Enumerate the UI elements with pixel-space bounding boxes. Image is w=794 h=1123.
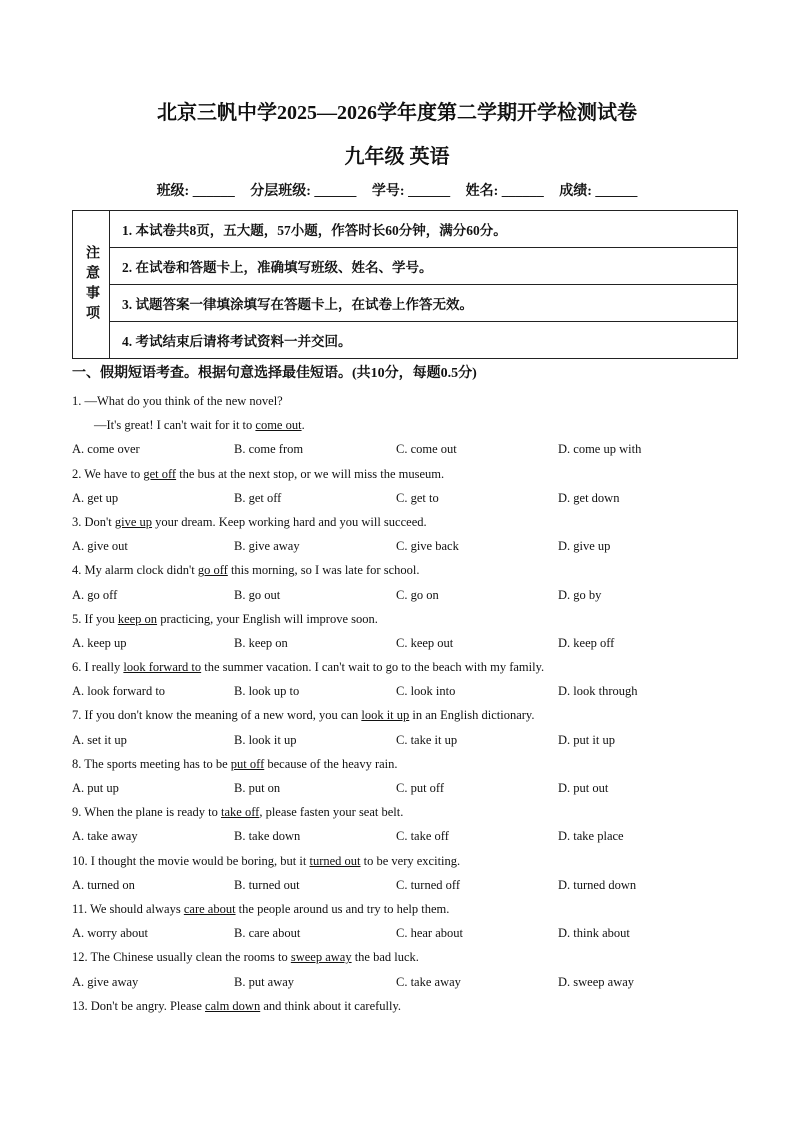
answer-option[interactable]: C. come out	[396, 442, 457, 457]
answer-option[interactable]: D. come up with	[558, 442, 642, 457]
stem-text: 13. Don't be angry. Please	[72, 998, 206, 1013]
question-stem	[72, 852, 732, 876]
notice-box	[72, 210, 738, 359]
student-info-line	[0, 180, 794, 200]
stem-text: in an English dictionary.	[409, 708, 535, 723]
answer-option[interactable]: C. turned off	[396, 877, 460, 892]
answer-option[interactable]: B. care about	[234, 926, 301, 941]
answer-option[interactable]: C. take it up	[396, 732, 458, 747]
notice-item: 2. 在试卷和答题卡上，准确填写班级、姓名、学号。	[110, 248, 737, 285]
answer-option[interactable]: D. put it up	[558, 732, 615, 747]
question-stem	[72, 803, 732, 827]
section-heading: 一、假期短语考查。根据句意选择最佳短语。(共10分，每题0.5分)	[72, 366, 477, 381]
question-stem	[72, 948, 732, 972]
question-stem	[72, 465, 732, 489]
answer-option[interactable]: B. turned out	[234, 877, 300, 892]
underlined-phrase: come out	[255, 418, 302, 433]
option-row	[72, 682, 732, 706]
answer-option[interactable]: A. give away	[72, 974, 139, 989]
stem-text: to be very exciting.	[360, 853, 461, 868]
stem-text: 10. I thought the movie would be boring, but it	[72, 853, 310, 868]
question-list	[72, 392, 732, 1021]
answer-option[interactable]: D. give up	[558, 539, 611, 554]
question-stem	[72, 392, 732, 416]
answer-option[interactable]: D. sweep away	[558, 974, 635, 989]
stem-text: 1. —What do you think of the new novel?	[72, 394, 283, 408]
answer-option[interactable]: C. look into	[396, 684, 456, 699]
answer-option[interactable]: C. take away	[396, 974, 461, 989]
answer-option[interactable]: B. put away	[234, 974, 295, 989]
option-row	[72, 973, 732, 997]
stem-text: 6. I really	[72, 660, 124, 675]
option-row	[72, 440, 732, 464]
stem-text: the summer vacation. I can't wait to go to the beach with my family.	[201, 660, 545, 675]
answer-option[interactable]: A. take away	[72, 829, 138, 844]
stem-text: , please fasten your seat belt.	[259, 805, 404, 820]
option-row	[72, 634, 732, 658]
underlined-phrase: get off	[143, 466, 177, 481]
answer-option[interactable]: D. look through	[558, 684, 638, 699]
info-score: 成绩: ______	[559, 184, 638, 199]
answer-option[interactable]: C. give back	[396, 539, 459, 554]
answer-option[interactable]: C. put off	[396, 781, 445, 795]
answer-option[interactable]: D. get down	[558, 490, 620, 505]
exam-title: 北京三帆中学2025—2026学年度第二学期开学检测试卷	[157, 102, 637, 124]
option-row	[72, 731, 732, 755]
question-stem	[72, 706, 732, 730]
stem-text: —It's great! I can't wait for it to	[94, 418, 256, 433]
stem-text: 5. If you	[72, 611, 118, 626]
answer-option[interactable]: D. go by	[558, 587, 602, 602]
answer-option[interactable]: B. look it up	[234, 732, 297, 747]
notice-item: 4. 考试结束后请将考试资料一并交回。	[122, 334, 352, 349]
stem-text: 2. We have to	[72, 466, 144, 481]
option-row	[72, 489, 732, 513]
answer-option[interactable]: B. give away	[234, 539, 300, 554]
stem-text: because of the heavy rain.	[264, 756, 398, 771]
stem-text: 4. My alarm clock didn't	[72, 563, 198, 578]
underlined-phrase: care about	[183, 901, 236, 916]
stem-text: and think about it carefully.	[260, 998, 402, 1013]
answer-option[interactable]: B. look up to	[234, 684, 300, 699]
stem-text: 8. The sports meeting has to be	[72, 756, 231, 771]
question-stem	[72, 658, 732, 682]
answer-option[interactable]: B. get off	[234, 490, 282, 505]
answer-option[interactable]: B. go out	[234, 587, 281, 602]
answer-option[interactable]: D. think about	[558, 926, 630, 941]
option-row	[72, 827, 732, 851]
question-stem-reply	[72, 416, 732, 440]
stem-text: the bad luck.	[351, 950, 419, 965]
answer-option[interactable]: B. take down	[234, 829, 301, 844]
underlined-phrase: go off	[197, 563, 228, 578]
answer-option[interactable]: D. take place	[558, 829, 624, 844]
option-row	[72, 779, 732, 803]
answer-option[interactable]: C. hear about	[396, 926, 463, 941]
answer-option[interactable]: A. put up	[72, 781, 119, 795]
answer-option[interactable]: A. look forward to	[72, 684, 166, 699]
info-name: 姓名: ______	[465, 184, 544, 199]
stem-text: 7. If you don't know the meaning of a new word, you can	[72, 708, 362, 723]
answer-option[interactable]: B. come from	[234, 442, 304, 457]
stem-text: the bus at the next stop, or we will miss the museum.	[176, 466, 445, 481]
notice-heading: 注意事项	[84, 244, 99, 325]
answer-option[interactable]: B. put on	[234, 781, 281, 795]
answer-option[interactable]: B. keep on	[234, 635, 288, 650]
info-level-class: 分层班级: ______	[250, 184, 357, 199]
underlined-phrase: calm down	[205, 998, 261, 1013]
answer-option[interactable]: A. give out	[72, 539, 128, 554]
underlined-phrase: put off	[230, 756, 265, 771]
option-row	[72, 537, 732, 561]
answer-option[interactable]: C. go on	[396, 587, 439, 602]
underlined-phrase: give up	[114, 514, 153, 529]
stem-text: practicing, your English will improve soon.	[157, 611, 378, 626]
underlined-phrase: turned out	[309, 853, 361, 868]
answer-option[interactable]: C. keep out	[396, 635, 454, 650]
underlined-phrase: sweep away	[290, 950, 352, 965]
notice-heading-cell	[73, 211, 110, 358]
answer-option[interactable]: A. keep up	[72, 635, 127, 650]
stem-text: the people around us and try to help them.	[235, 901, 450, 916]
stem-text: your dream. Keep working hard and you will succeed.	[152, 514, 427, 529]
underlined-phrase: look forward to	[123, 660, 202, 675]
option-row	[72, 924, 732, 948]
answer-option[interactable]: A. set it up	[72, 732, 127, 747]
notice-items	[110, 211, 737, 358]
stem-text: .	[301, 418, 305, 433]
info-class: 班级: ______	[156, 184, 235, 199]
stem-text: 11. We should always	[72, 901, 184, 916]
stem-text: 3. Don't	[72, 514, 115, 529]
answer-option[interactable]: D. turned down	[558, 877, 637, 892]
answer-option[interactable]: A. go off	[72, 587, 118, 602]
question-stem	[72, 997, 732, 1021]
underlined-phrase: take off	[221, 805, 260, 820]
stem-text: this morning, so I was late for school.	[227, 563, 420, 578]
answer-option[interactable]: D. put out	[558, 781, 609, 795]
question-stem	[72, 900, 732, 924]
notice-item: 3. 试题答案一律填涂填写在答题卡上，在试卷上作答无效。	[110, 285, 737, 322]
answer-option[interactable]: A. come over	[72, 442, 140, 457]
stem-text: 9. When the plane is ready to	[72, 805, 222, 820]
underlined-phrase: look it up	[361, 708, 410, 723]
notice-item: 1. 本试卷共8页，五大题，57小题，作答时长60分钟，满分60分。	[110, 211, 737, 248]
option-row	[72, 586, 732, 610]
answer-option[interactable]: C. get to	[396, 490, 439, 505]
info-student-id: 学号: ______	[371, 184, 451, 199]
exam-subtitle: 九年级 英语	[344, 146, 450, 168]
question-stem	[72, 610, 732, 634]
answer-option[interactable]: D. keep off	[558, 635, 615, 650]
option-row	[72, 876, 732, 900]
answer-option[interactable]: A. worry about	[72, 926, 149, 941]
stem-text: 12. The Chinese usually clean the rooms to	[72, 950, 291, 965]
answer-option[interactable]: A. get up	[72, 490, 119, 505]
question-stem	[72, 561, 732, 585]
underlined-phrase: keep on	[117, 611, 158, 626]
question-stem	[72, 755, 732, 779]
answer-option[interactable]: A. turned on	[72, 877, 135, 892]
question-stem	[72, 513, 732, 537]
answer-option[interactable]: C. take off	[396, 829, 449, 844]
